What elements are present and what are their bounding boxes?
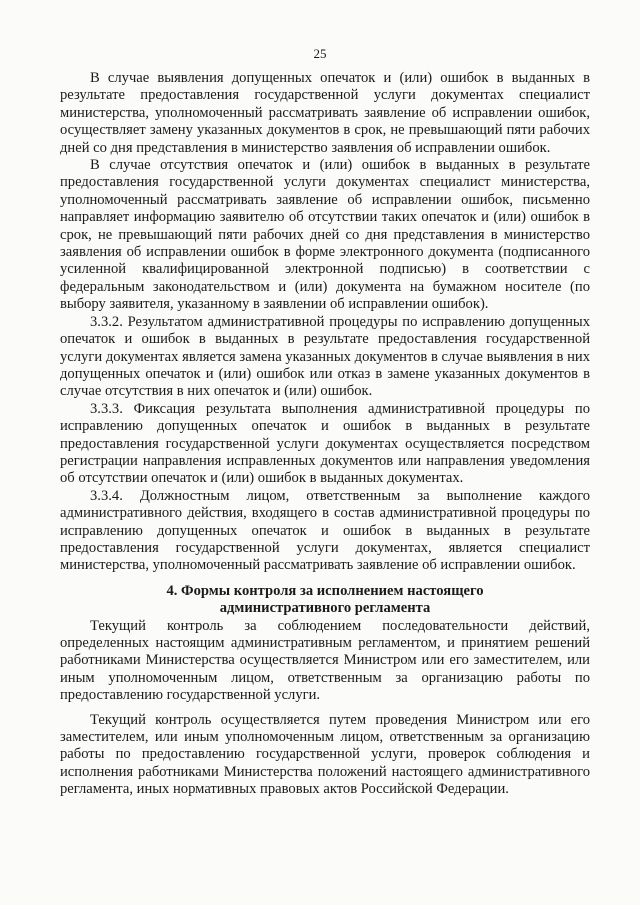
paragraph-typo-correction: В случае выявления допущенных опечаток и (или) ошибок в выданных в результате предоставления государственной услуги документах специалист министерства, уполномоченный рассматривать заявление об исправлении ошибок, осуществляет замену указанных документов в срок, не превышающий пяти рабочих дней со дня представления в министерство заявления об исправлении ошибок. (60, 70, 590, 156)
paragraph-3-3-2: 3.3.2. Результатом административной процедуры по исправлению допущенных опечаток и ошибок в выданных в результате предоставления государственной услуги документах является замена указанных документов в случае выявления в них допущенных опечаток и (или) ошибок или отказ в замене указанных документов в случае отсутствия в них опечаток и (или) ошибок. (60, 313, 590, 400)
paragraph-3-3-3: 3.3.3. Фиксация результата выполнения административной процедуры по исправлению допущенных опечаток и ошибок в выданных в результате предоставления государственной услуги документах осуществляется посредством регистрации направления исправленных документов или направления уведомления об отсутствии опечаток и (или) ошибок в выданных документах. (60, 400, 590, 487)
section-heading-line2: административного регламента (219, 600, 431, 617)
paragraph-no-typos: В случае отсутствия опечаток и (или) ошибок в выданных в результате предоставления государственной услуги документах специалист министерства, уполномоченный рассматривать заявление об исправлении ошибок, письменно направляет информацию заявителю об отсутствии таких опечаток и (или) ошибок в срок, не превышающий пяти рабочих дней со дня представления в министерство заявления об исправлении ошибок в форме электронного документа (подписанного усиленной квалифицированной электронной подписью) в соответствии с федеральным законодательством и (или) документа на бумажном носителе (по выбору заявителя, указанному в заявлении об исправлении ошибок). (60, 157, 590, 313)
paragraph-control-method: Текущий контроль осуществляется путем проведения Министром или его заместителем, или иным уполномоченным лицом, ответственным за организацию работы по предоставлению государственной услуги, проверок соблюдения и исполнения работниками Министерства положений настоящего административного регламента, иных нормативных правовых актов Российской Федерации. (60, 711, 590, 798)
section-heading (60, 583, 590, 618)
document-body (60, 70, 590, 799)
page-number: 25 (313, 46, 327, 61)
paragraph-3-3-4: 3.3.4. Должностным лицом, ответственным за выполнение каждого административного действия, входящего в состав административной процедуры по исправлению допущенных опечаток и ошибок в выданных в результате предоставления государственной услуги документах, является специалист министерства, уполномоченный рассматривать заявление об исправлении ошибок. (60, 487, 590, 574)
paragraph-current-control: Текущий контроль за соблюдением последовательности действий, определенных настоящим административным регламентом, и принятием решений работниками Министерства осуществляется Министром или его заместителем, или иным уполномоченным лицом, ответственным за организацию работы по предоставлению государственной услуги. (60, 617, 590, 704)
section-heading-line1: 4. Формы контроля за исполнением настоящего (166, 582, 484, 599)
